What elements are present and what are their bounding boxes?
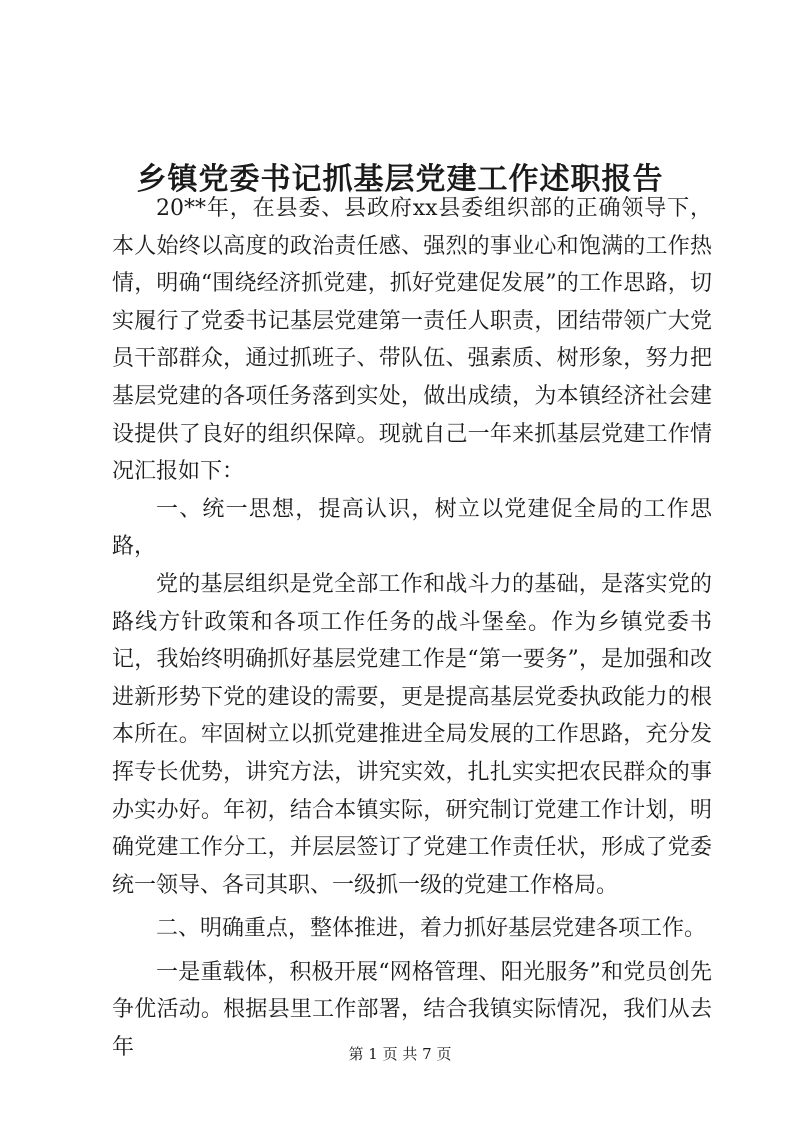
section-heading-2: 二、明确重点，整体推进，着力抓好基层党建各项工作。 — [156, 916, 707, 942]
intro-paragraph: 20**年，在县委、县政府xx县委组织部的正确领导下，本人始终以高度的政治责任感、强烈的事业心和饱满的工作热情，明确“围绕经济抓党建，抓好党建促发展”的工作思路，切实履行了党委书记基层党建第一责任人职责，团结带领广大党员干部群众，通过抓班子、带队伍、强素质、树形象，努力把基层党建的各项任务落到实处，做出成绩，为本镇经济社会建设提供了良好的组织保障。现就自己一年来抓基层党建工作情况汇报如下： — [112, 196, 712, 485]
section-1-paragraph: 党的基层组织是党全部工作和战斗力的基础，是落实党的路线方针政策和各项工作任务的战斗堡垒。作为乡镇党委书记，我始终明确抓好基层党建工作是“第一要务”，是加强和改进新形势下党的建设的需要，更是提高基层党委执政能力的根本所在。牢固树立以抓党建推进全局发展的工作思路，充分发挥专长优势，讲究方法，讲究实效，扎扎实实把农民群众的事办实办好。年初，结合本镇实际，研究制订党建工作计划，明确党建工作分工，并层层签订了党建工作责任状，形成了党委统一领导、各司其职、一级抓一级的党建工作格局。 — [112, 571, 712, 898]
section-2-paragraph: 一是重载体，积极开展“网格管理、阳光服务”和党员创先争优活动。根据县里工作部署，结合我镇实际情况，我们从去年 — [112, 959, 712, 1061]
document-body — [112, 190, 712, 1067]
document-title: 乡镇党委书记抓基层党建工作述职报告 — [136, 162, 664, 198]
page-number-footer: 第 1 页 共 7 页 — [348, 1045, 452, 1063]
section-heading-1: 一、统一思想，提高认识，树立以党建促全局的工作思路， — [112, 496, 712, 560]
